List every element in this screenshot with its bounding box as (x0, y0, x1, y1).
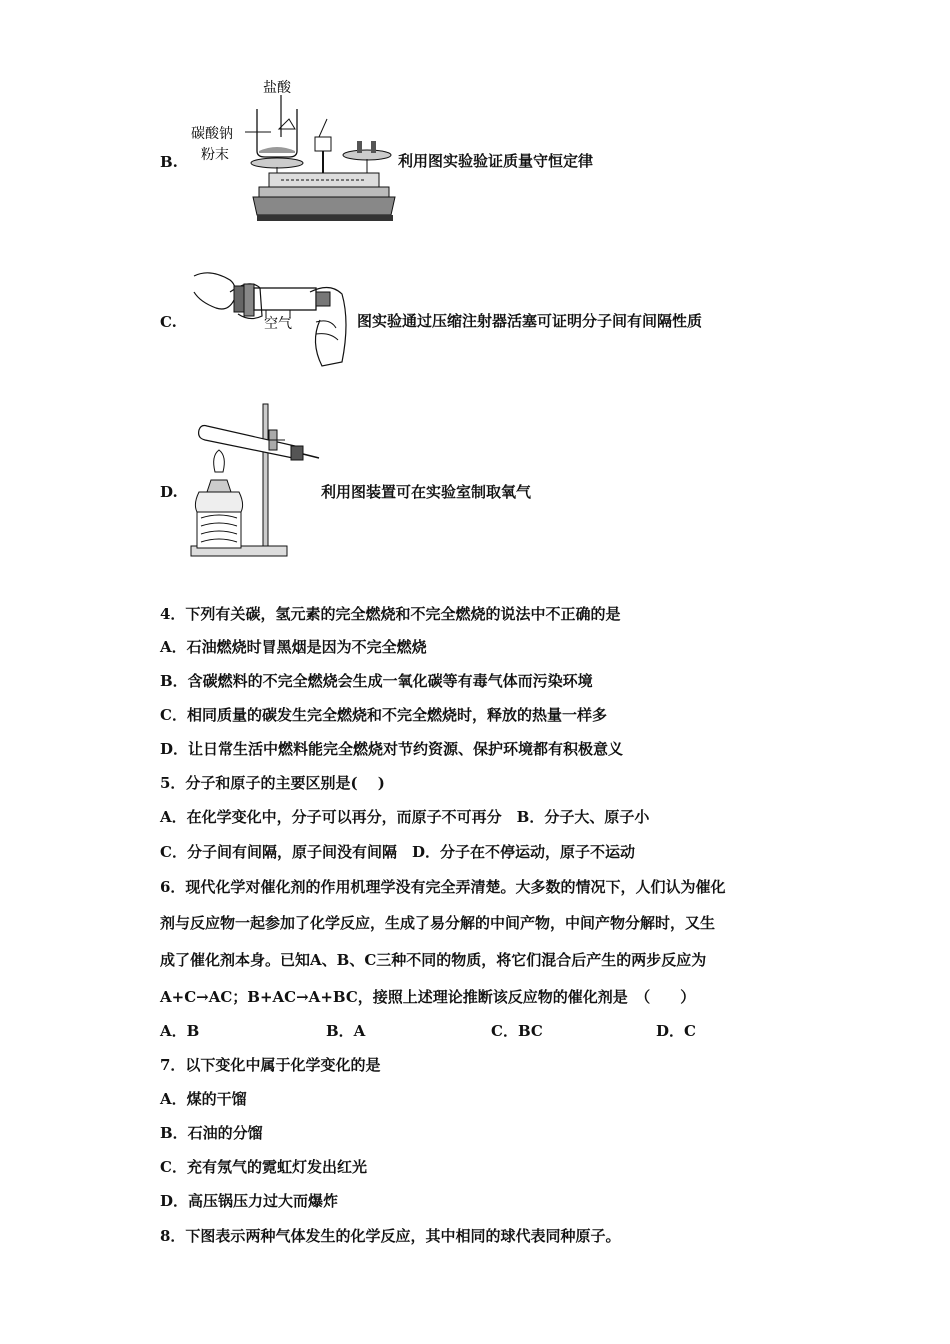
q3-option-d-letter: D. (160, 483, 178, 501)
fig-label-na2co3: 碳酸钠 (191, 126, 233, 142)
q5-options-row2: C．分子间有间隔，原子间没有间隔 D．分子在不停运动，原子不运动 (160, 843, 635, 861)
fig-label-hcl: 盐酸 (263, 80, 291, 96)
q7-stem: 7．以下变化中属于化学变化的是 (160, 1056, 381, 1074)
q5-stem: 5．分子和原子的主要区别是( ) (160, 774, 385, 792)
q4-option-d: D．让日常生活中燃料能完全燃烧对节约资源、保护环境都有积极意义 (160, 740, 624, 758)
syringe-figure (190, 262, 352, 370)
q6-line-3: 成了催化剂本身。已知A、B、C三种不同的物质，将它们混合后产生的两步反应为 (160, 951, 707, 969)
fig-label-air: 空气 (264, 316, 292, 332)
q6-option-d: D．C (656, 1022, 696, 1040)
q3-option-b-text: 利用图实验验证质量守恒定律 (398, 152, 594, 170)
q6-option-c: C．BC (491, 1022, 543, 1040)
q6-option-a: A．B (160, 1022, 200, 1040)
q4-option-b: B．含碳燃料的不完全燃烧会生成一氧化碳等有毒气体而污染环境 (160, 672, 593, 690)
q3-option-c-text: 图实验通过压缩注射器活塞可证明分子间有间隔性质 (357, 312, 703, 330)
balance-figure (185, 75, 395, 225)
q7-option-b: B．石油的分馏 (160, 1124, 263, 1142)
q8-stem: 8．下图表示两种气体发生的化学反应，其中相同的球代表同种原子。 (160, 1227, 621, 1245)
q6-line-2: 剂与反应物一起参加了化学反应，生成了易分解的中间产物，中间产物分解时，又生 (160, 914, 716, 932)
q7-option-a: A．煤的干馏 (160, 1090, 247, 1108)
oxygen-apparatus-figure (185, 400, 325, 562)
q4-stem: 4．下列有关碳，氢元素的完全燃烧和不完全燃烧的说法中不正确的是 (160, 605, 621, 623)
q3-option-b-letter: B. (160, 153, 178, 171)
q5-options-row1: A．在化学变化中，分子可以再分，而原子不可再分 B．分子大、原子小 (160, 808, 650, 826)
q6-line-4: A+C→AC；B+AC→A+BC，接照上述理论推断该反应物的催化剂是 （ ） (160, 988, 696, 1006)
q7-option-d: D．高压锅压力过大而爆炸 (160, 1192, 339, 1210)
q4-option-c: C．相同质量的碳发生完全燃烧和不完全燃烧时，释放的热量一样多 (160, 706, 607, 724)
q3-option-d-text: 利用图装置可在实验室制取氧气 (321, 483, 532, 501)
q3-option-c-letter: C. (160, 313, 177, 331)
q4-option-a: A．石油燃烧时冒黑烟是因为不完全燃烧 (160, 638, 427, 656)
q6-option-b: B．A (326, 1022, 366, 1040)
q6-line-1: 6．现代化学对催化剂的作用机理学没有完全弄清楚。大多数的情况下，人们认为催化 (160, 878, 726, 896)
q7-option-c: C．充有氖气的霓虹灯发出红光 (160, 1158, 367, 1176)
fig-label-powder: 粉末 (201, 147, 229, 163)
